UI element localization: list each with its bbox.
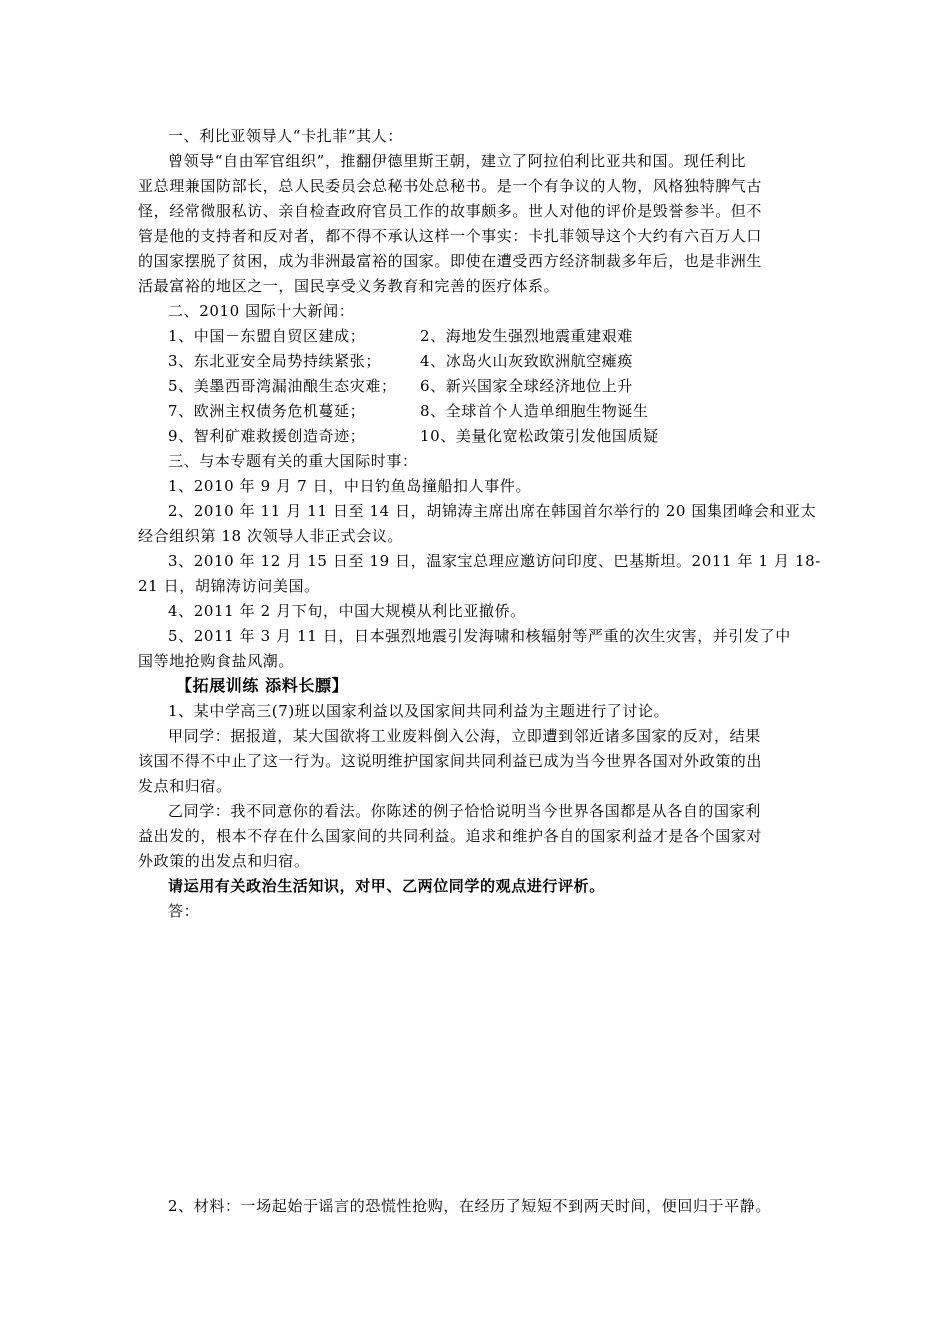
- news-item: 5、美墨西哥湾漏油酿生态灾难；: [168, 377, 397, 395]
- student-yi-line: 益出发的，根本不存在什么国家间的共同利益。追求和维护各自的国家利益才是各个国家对: [138, 827, 763, 845]
- news-item: 6、新兴国家全球经济地位上升: [420, 377, 633, 395]
- section1-line: 曾领导“自由军官组织”，推翻伊德里斯王朝，建立了阿拉伯利比亚共和国。现任利比: [168, 152, 747, 170]
- event-line: 5、2011 年 3 月 11 日，日本强烈地震引发海啸和核辐射等严重的次生灾害，并引发了中: [168, 627, 791, 645]
- news-item: 10、美量化宽松政策引发他国质疑: [420, 427, 659, 445]
- news-row: [168, 374, 848, 398]
- news-item: 4、冰岛火山灰致欧洲航空瘫痪: [420, 352, 633, 370]
- news-item: 9、智利矿难救援创造奇迹；: [168, 427, 366, 445]
- news-item: 1、中国－东盟自贸区建成；: [168, 327, 366, 345]
- event-line: 1、2010 年 9 月 7 日，中日钓鱼岛撞船扣人事件。: [168, 477, 532, 495]
- news-item: 7、欧洲主权债务危机蔓延；: [168, 402, 366, 420]
- event-line: 经合组织第 18 次领导人非正式会议。: [138, 527, 404, 545]
- news-row: [168, 424, 848, 448]
- news-item: 2、海地发生强烈地震重建艰难: [420, 327, 633, 345]
- student-jia-line: 发点和归宿。: [138, 777, 232, 795]
- question-prompt: 请运用有关政治生活知识，对甲、乙两位同学的观点进行评析。: [168, 877, 605, 895]
- event-line: 4、2011 年 2 月下旬，中国大规模从利比亚撤侨。: [168, 602, 526, 620]
- student-yi-line: 乙同学：我不同意你的看法。你陈述的例子恰恰说明当今世界各国都是从各自的国家利: [168, 802, 761, 820]
- answer-label: 答：: [168, 902, 200, 920]
- news-item: 8、全球首个人造单细胞生物诞生: [420, 402, 649, 420]
- event-line: 国等地抢购食盐风潮。: [138, 652, 295, 670]
- student-jia-line: 甲同学：据报道，某大国欲将工业废料倒入公海，立即遭到邻近诸多国家的反对，结果: [168, 727, 761, 745]
- section3-title: 三、与本专题有关的重大国际时事：: [168, 452, 418, 470]
- section2-title: 二、2010 国际十大新闻：: [168, 302, 355, 320]
- section1-line: 管是他的支持者和反对者，都不得不承认这样一个事实：卡扎菲领导这个大约有六百万人口: [138, 227, 763, 245]
- question-2: 2、材料：一场起始于谣言的恐慌性抢购，在经历了短短不到两天时间，便回归于平静。: [168, 1197, 771, 1215]
- training-heading: 【拓展训练 添料长膘】: [176, 676, 349, 695]
- news-row: [168, 324, 848, 348]
- student-jia-line: 该国不得不中止了这一行为。这说明维护国家间共同利益已成为当今世界各国对外政策的出: [138, 752, 763, 770]
- section1-line: 的国家摆脱了贫困，成为非洲最富裕的国家。即使在遭受西方经济制裁多年后，也是非洲生: [138, 252, 763, 270]
- event-line: 2、2010 年 11 月 11 日至 14 日，胡锦涛主席出席在韩国首尔举行的 20 国集团峰会和亚太: [168, 502, 817, 520]
- event-line: 3、2010 年 12 月 15 日至 19 日，温家宝总理应邀访问印度、巴基斯坦。2011 年 1 月 18-: [168, 552, 821, 570]
- student-yi-line: 外政策的出发点和归宿。: [138, 852, 310, 870]
- section1-line: 活最富裕的地区之一，国民享受义务教育和完善的医疗体系。: [138, 277, 560, 295]
- section1-line: 亚总理兼国防部长，总人民委员会总秘书处总秘书。是一个有争议的人物，风格独特脾气古: [138, 177, 763, 195]
- section1-title: 一、利比亚领导人“卡扎菲”其人：: [168, 127, 403, 145]
- section1-line: 怪，经常微服私访、亲自检查政府官员工作的故事颇多。世人对他的评价是毁誉参半。但不: [138, 202, 763, 220]
- question-1: 1、某中学高三(7)班以国家利益以及国家间共同利益为主题进行了讨论。: [168, 702, 670, 720]
- event-line: 21 日，胡锦涛访问美国。: [138, 577, 320, 595]
- news-row: [168, 349, 848, 373]
- news-item: 3、东北亚安全局势持续紧张；: [168, 352, 381, 370]
- news-row: [168, 399, 848, 423]
